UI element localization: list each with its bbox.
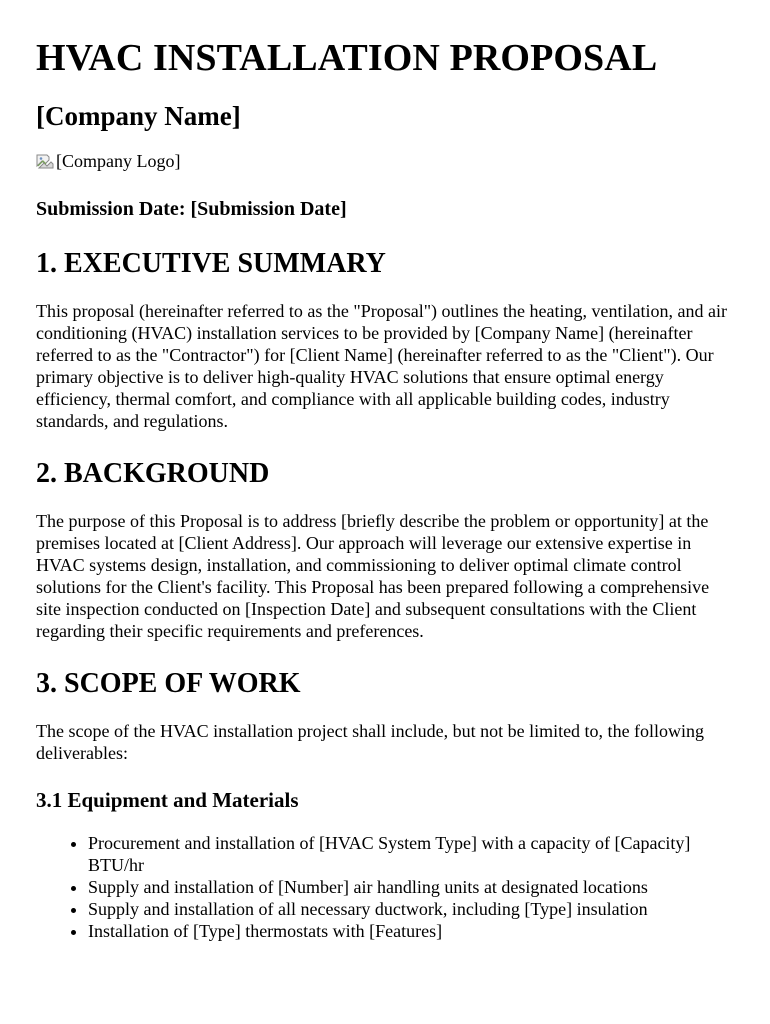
broken-image-icon xyxy=(36,152,54,170)
list-item: • Supply and installation of all necessary ductwork, including [Type] insulation xyxy=(88,898,734,920)
list-item: • Installation of [Type] thermostats with [Features] xyxy=(88,920,734,942)
submission-date: Submission Date: [Submission Date] xyxy=(36,198,347,220)
executive-summary-heading: 1. EXECUTIVE SUMMARY xyxy=(36,248,386,279)
scope-of-work-heading: 3. SCOPE OF WORK xyxy=(36,668,301,699)
equipment-materials-heading: 3.1 Equipment and Materials xyxy=(36,788,299,812)
list-item: • Procurement and installation of [HVAC System Type] with a capacity of [Capacity] BTU/hr xyxy=(88,832,734,876)
company-logo-alt-text: [Company Logo] xyxy=(56,151,181,171)
background-heading: 2. BACKGROUND xyxy=(36,458,270,489)
document-title: HVAC INSTALLATION PROPOSAL xyxy=(36,37,658,79)
company-name: [Company Name] xyxy=(36,101,241,131)
list-item: • Supply and installation of [Number] air handling units at designated locations xyxy=(88,876,734,898)
company-logo xyxy=(36,150,734,172)
scope-of-work-text: The scope of the HVAC installation project shall include, but not be limited to, the following deliverables: xyxy=(36,721,705,763)
background-text: The purpose of this Proposal is to address [briefly describe the problem or opportunity] at the premises located at [Client Address]. Our approach will leverage our extensive expertise in HVAC systems design, installation, and commissioning to deliver optimal climate control solutions for the Client's facility. This Proposal has been prepared following a comprehensive site inspection conducted on [Inspection Date] and subsequent consultations with the Client regarding their specific requirements and preferences. xyxy=(36,511,710,641)
executive-summary-text: This proposal (hereinafter referred to as the "Proposal") outlines the heating, ventilation, and air conditioning (HVAC) installation services to be provided by [Company Name] (hereinafter referred to as the "Contractor") for [Client Name] (hereinafter referred to as the "Client"). Our primary objective is to deliver high-quality HVAC solutions that ensure optimal energy efficiency, thermal comfort, and compliance with all applicable building codes, industry standards, and regulations. xyxy=(36,301,727,431)
equipment-materials-list xyxy=(36,832,734,942)
